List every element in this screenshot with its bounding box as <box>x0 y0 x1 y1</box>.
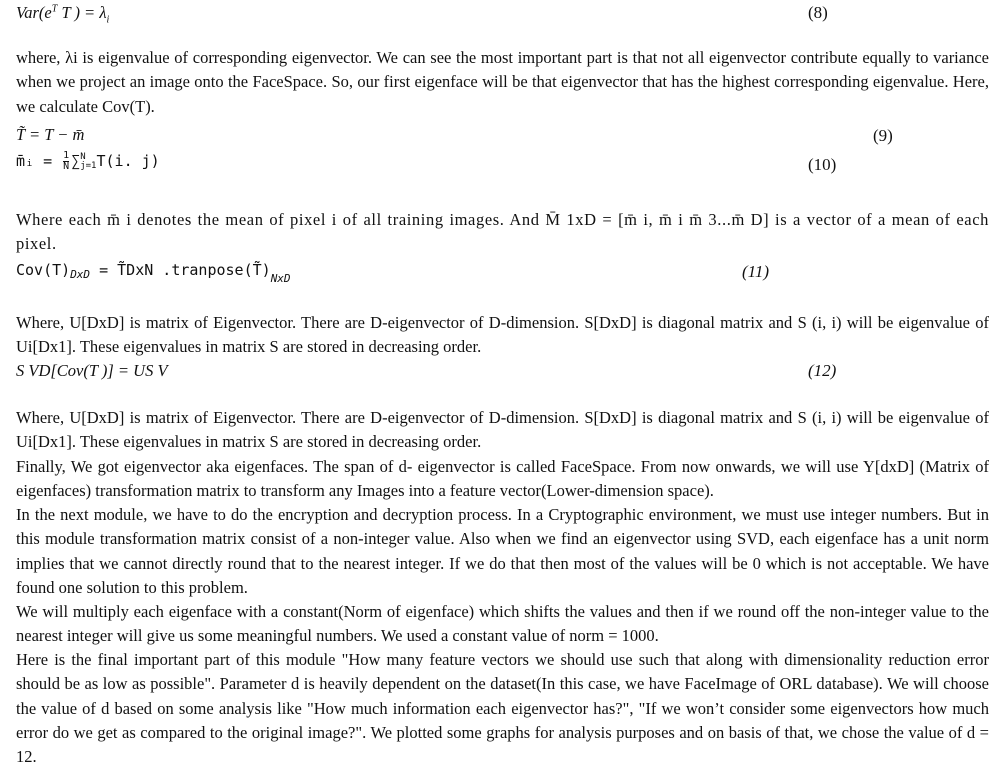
paragraph-eigenvalue-intro: where, λi is eigenvalue of corresponding eigenvector. We can see the most important part is that not all eigenvector contribute equally to variance when we project an image onto the FaceSpace. So, our first eigenface will be that eigenvector that has the highest corresponding eigenvalue. Here, we calculate Cov(T). <box>16 48 989 116</box>
summation-symbol: ∑ <box>71 152 81 170</box>
equation-11-lhs-subscript: DxD <box>70 268 91 281</box>
equation-9: T̃ = T − m̄ <box>16 125 85 144</box>
equation-12-number: (12) <box>808 361 837 380</box>
equation-9-number: (9) <box>873 126 893 145</box>
paragraph-eigenfaces: Finally, We got eigenvector aka eigenfaces. The span of d- eigenvector is called FaceSpace. From now onwards, we will use Y[dxD] (Matrix of eigenfaces) transformation matrix to transform any Images into a feature vector(Lower-dimension space). <box>16 457 989 501</box>
equation-11-lhs: Cov(T) <box>16 261 71 279</box>
paragraph-feature-vectors: Here is the final important part of this module "How many feature vectors we should use such that along with dimensionality reduction error should be as low as possible". Parameter d is heavily dependent on the dataset(In this case, we have FaceImage of ORL database). We will choose the value of d based on some analysis like "How much information each eigenvector has?", "If we won’t consider some eigenvectors how much error do we get as compared to the original image?". We plotted some graphs for analysis purposes and on basis of that, we chose the value of d = 12. <box>16 650 989 767</box>
paragraph-mean-pixel: Where each m̄ i denotes the mean of pixel i of all training images. And M̄ 1xD = [m̄ i, m̄ i m̄ 3...m̄ D] is a vector of a mean of each pixel. <box>16 210 989 254</box>
equation-10 <box>16 151 160 172</box>
paragraph-eigenvector-matrix-1: Where, U[DxD] is matrix of Eigenvector. There are D-eigenvector of D-dimension. S[DxD] is diagonal matrix and S (i, i) will be eigenvalue of Ui[Dx1]. These eigenvalues in matrix S are stored in decreasing order. <box>16 313 989 357</box>
fraction-denominator: N <box>63 161 70 172</box>
equation-8-rhs: T ) = λ <box>57 3 107 22</box>
summation-upper: N <box>80 151 86 162</box>
equation-11 <box>16 261 291 285</box>
equation-10-fraction <box>63 151 69 172</box>
equation-10-body: T(i. j) <box>96 152 160 170</box>
equation-11-rhs-subscript: NxD <box>270 272 291 285</box>
equation-8-superscript: T <box>51 3 58 15</box>
paragraph-eigenvector-matrix-2: Where, U[DxD] is matrix of Eigenvector. There are D-eigenvector of D-dimension. S[DxD] is diagonal matrix and S (i, i) will be eigenvalue of Ui[Dx1]. These eigenvalues in matrix S are stored in decreasing order. <box>16 408 989 452</box>
summation-lower: j=1 <box>80 160 97 171</box>
equation-11-number: (11) <box>742 262 770 281</box>
equation-11-rhs: = T̃DxN .tranpose(T̃) <box>90 261 271 279</box>
equation-10-number: (10) <box>808 155 837 174</box>
equation-8 <box>16 3 109 25</box>
paragraph-norm-constant: We will multiply each eigenface with a constant(Norm of eigenface) which shifts the values and then if we round off the non-integer value to the nearest integer will give us some meaningful numbers. We used a constant value of norm = 1000. <box>16 602 989 646</box>
equation-12: S VD[Cov(T )] = US V <box>16 361 168 380</box>
equation-8-number: (8) <box>808 3 828 22</box>
equation-10-lhs: m̄ᵢ = <box>16 152 53 170</box>
fraction-numerator: 1 <box>63 150 70 161</box>
paragraph-encryption: In the next module, we have to do the encryption and decryption process. In a Cryptographic environment, we must use integer numbers. But in this module transformation matrix consist of a non-integer value. Also when we find an eigenvector using SVD, each eigenface has a unit norm implies that we cannot directly round that to the nearest integer. If we do that then most of the values will be 0 which is not acceptable. We have found one solution to this problem. <box>16 505 989 597</box>
equation-8-subscript: i <box>106 14 110 26</box>
equation-8-lhs: Var(e <box>16 3 52 22</box>
